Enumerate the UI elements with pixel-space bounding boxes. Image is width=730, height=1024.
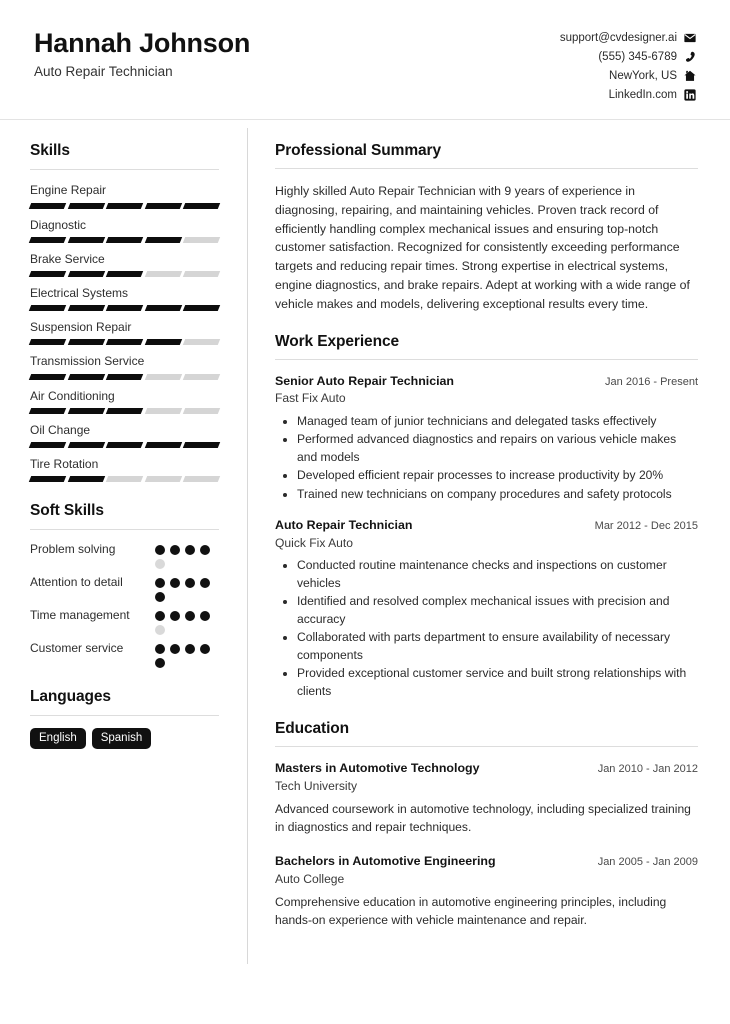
contact-list <box>560 26 696 103</box>
identity-block <box>34 26 250 80</box>
languages-rule <box>30 715 219 716</box>
level-dot <box>170 644 180 654</box>
soft-skills-heading: Soft Skills <box>30 502 104 520</box>
summary-heading: Professional Summary <box>275 142 441 160</box>
skills-rule <box>30 169 219 170</box>
education-entry-dates: Jan 2005 - Jan 2009 <box>597 856 698 869</box>
bar-segment <box>145 203 182 209</box>
resume-body <box>0 120 730 1024</box>
resume-header <box>0 0 730 120</box>
bar-segment <box>106 271 143 277</box>
soft-skill-item <box>30 641 219 668</box>
skill-item <box>30 422 219 448</box>
bar-segment <box>106 237 143 243</box>
bar-segment <box>183 408 220 414</box>
bar-segment <box>145 271 182 277</box>
summary-rule <box>275 168 698 169</box>
level-dot <box>200 644 210 654</box>
main-content <box>248 120 730 1024</box>
skill-name: Air Conditioning <box>30 388 115 403</box>
level-dot <box>155 559 165 569</box>
bar-segment <box>145 408 182 414</box>
section-professional-summary <box>275 142 698 313</box>
work-entry-bullet: • Developed efficient repair processes to increase productivity by 20% <box>297 467 698 485</box>
skill-level-bar <box>30 203 219 209</box>
skill-level-bar <box>30 271 219 277</box>
soft-skills-list <box>30 542 219 668</box>
bar-segment <box>106 305 143 311</box>
skill-item <box>30 285 219 311</box>
phone-icon <box>684 51 696 63</box>
skill-item <box>30 388 219 414</box>
bar-segment <box>67 442 104 448</box>
work-entry-role: Auto Repair Technician <box>275 518 413 533</box>
bar-segment <box>106 408 143 414</box>
bar-segment <box>29 339 66 345</box>
soft-skill-item <box>30 575 219 602</box>
level-dot <box>155 625 165 635</box>
bar-segment <box>106 203 143 209</box>
bar-segment <box>183 271 220 277</box>
level-dot <box>155 644 165 654</box>
education-entry-header <box>275 760 698 776</box>
skill-name: Engine Repair <box>30 183 107 198</box>
work-entry-dates: Jan 2016 - Present <box>605 376 698 389</box>
bar-segment <box>183 339 220 345</box>
level-dot <box>155 578 165 588</box>
bar-segment <box>67 339 104 345</box>
work-entry-company: Quick Fix Auto <box>275 535 353 550</box>
bar-segment <box>29 237 66 243</box>
work-experience-heading: Work Experience <box>275 333 399 351</box>
level-dot <box>155 611 165 621</box>
education-entry-description: Comprehensive education in automotive engineering principles, including hands-on experience with vehicle maintenance and repair. <box>275 894 667 927</box>
work-entry-bullet: • Conducted routine maintenance checks and inspections on customer vehicles <box>297 557 698 592</box>
skill-item <box>30 319 219 345</box>
level-dot <box>185 545 195 555</box>
skill-name: Electrical Systems <box>30 285 129 300</box>
level-dot <box>200 611 210 621</box>
work-entry-bullet: • Collaborated with parts department to ensure availability of necessary components <box>297 629 698 664</box>
contact-email-text: support@cvdesigner.ai <box>559 32 677 44</box>
skill-level-bar <box>30 305 219 311</box>
education-rule <box>275 746 698 747</box>
contact-item-email[interactable] <box>560 30 696 46</box>
candidate-name: Hannah Johnson <box>34 28 251 58</box>
level-dot <box>200 545 210 555</box>
linkedin-icon <box>684 89 696 101</box>
work-experience-rule <box>275 359 698 360</box>
contact-location-text: NewYork, US <box>609 70 677 83</box>
skills-heading: Skills <box>30 142 70 160</box>
education-entry-degree: Bachelors in Automotive Engineering <box>275 854 496 869</box>
envelope-icon <box>684 32 696 44</box>
bar-segment <box>145 339 182 345</box>
candidate-job-title: Auto Repair Technician <box>34 64 173 80</box>
work-entry-header <box>275 373 698 389</box>
bar-segment <box>29 442 66 448</box>
skill-level-bar <box>30 339 219 345</box>
soft-skill-level-dots <box>155 575 219 602</box>
work-entry-bullet: • Provided exceptional customer service and built strong relationships with clients <box>297 665 698 700</box>
bar-segment <box>145 442 182 448</box>
bar-segment <box>145 237 182 243</box>
section-skills <box>30 142 219 482</box>
skill-level-bar <box>30 408 219 414</box>
language-tag: English <box>30 728 86 749</box>
level-dot <box>155 545 165 555</box>
contact-item-phone[interactable] <box>598 49 696 65</box>
skill-level-bar <box>30 476 219 482</box>
section-languages <box>30 688 219 749</box>
skill-item <box>30 182 219 208</box>
skill-item <box>30 353 219 379</box>
section-education <box>275 720 698 929</box>
bar-segment <box>29 305 66 311</box>
skill-item <box>30 251 219 277</box>
bar-segment <box>106 442 143 448</box>
summary-text: Highly skilled Auto Repair Technician with 9 years of experience in diagnosing, repairing, and maintaining vehicles. Proven track record of efficiently handling complex mechanical issues and ensuring top-notch customer satisfaction. Recognized for consistently exceeding performance targets and reducing repair times. Strong expertise in electrical systems, engine diagnostics, and brake repairs. Adept at working with a wide range of vehicle makes and models, delivering exceptional results every time. <box>275 184 690 311</box>
contact-item-linkedin[interactable] <box>609 87 696 103</box>
education-entry <box>275 853 698 929</box>
skill-level-bar <box>30 374 219 380</box>
level-dot <box>185 644 195 654</box>
level-dot <box>170 578 180 588</box>
level-dot <box>185 578 195 588</box>
level-dot <box>170 545 180 555</box>
work-entry-bullet: • Identified and resolved complex mechanical issues with precision and accuracy <box>297 593 698 628</box>
work-entry-bullet: • Managed team of junior technicians and delegated tasks effectively <box>297 413 698 431</box>
skill-level-bar <box>30 442 219 448</box>
soft-skill-item <box>30 542 219 569</box>
bar-segment <box>106 476 143 482</box>
education-entry-degree: Masters in Automotive Technology <box>275 761 480 776</box>
skill-name: Suspension Repair <box>30 320 132 335</box>
home-icon <box>684 70 696 82</box>
education-entry-description: Advanced coursework in automotive technology, including specialized training in diagnostics and repair techniques. <box>275 801 691 834</box>
level-dot <box>155 658 165 668</box>
bar-segment <box>29 203 66 209</box>
soft-skill-name: Attention to detail <box>30 575 123 590</box>
bar-segment <box>29 374 66 380</box>
soft-skill-name: Customer service <box>30 641 124 656</box>
work-entry-bullet: • Trained new technicians on company procedures and safety protocols <box>297 486 698 504</box>
level-dot <box>155 592 165 602</box>
bar-segment <box>183 305 220 311</box>
section-soft-skills <box>30 502 219 668</box>
language-tag: Spanish <box>92 728 152 749</box>
work-entry-role: Senior Auto Repair Technician <box>275 374 455 389</box>
bar-segment <box>106 339 143 345</box>
contact-linkedin-text: LinkedIn.com <box>608 89 677 102</box>
contact-item-location[interactable] <box>609 68 696 84</box>
bar-segment <box>67 476 104 482</box>
bar-segment <box>67 237 104 243</box>
bar-segment <box>145 305 182 311</box>
education-entry <box>275 760 698 836</box>
level-dot <box>170 611 180 621</box>
work-entry-bullets <box>275 557 698 700</box>
skill-item <box>30 217 219 243</box>
soft-skill-name: Problem solving <box>30 542 116 557</box>
bar-segment <box>145 476 182 482</box>
languages-heading: Languages <box>30 688 111 706</box>
bar-segment <box>67 203 104 209</box>
skill-name: Transmission Service <box>30 354 145 369</box>
skill-name: Diagnostic <box>30 217 87 232</box>
work-entry <box>275 373 698 503</box>
sidebar <box>0 120 247 1024</box>
bar-segment <box>106 374 143 380</box>
soft-skill-level-dots <box>155 608 219 635</box>
bar-segment <box>67 305 104 311</box>
bar-segment <box>67 374 104 380</box>
work-experience-list <box>275 373 698 700</box>
work-entry-dates: Mar 2012 - Dec 2015 <box>594 520 698 533</box>
work-entry-company: Fast Fix Auto <box>275 391 346 406</box>
soft-skills-rule <box>30 529 219 530</box>
skill-level-bar <box>30 237 219 243</box>
bar-segment <box>29 408 66 414</box>
bar-segment <box>67 408 104 414</box>
level-dot <box>185 611 195 621</box>
work-entry-bullet: • Performed advanced diagnostics and repairs on various vehicle makes and models <box>297 431 698 466</box>
contact-phone-text: (555) 345-6789 <box>598 51 677 64</box>
bar-segment <box>183 476 220 482</box>
work-entry-header <box>275 517 698 533</box>
bar-segment <box>29 476 66 482</box>
bar-segment <box>67 271 104 277</box>
work-entry <box>275 517 698 700</box>
soft-skill-level-dots <box>155 542 219 569</box>
bar-segment <box>183 237 220 243</box>
languages-list <box>30 728 219 749</box>
soft-skill-level-dots <box>155 641 219 668</box>
education-entry-dates: Jan 2010 - Jan 2012 <box>597 763 698 776</box>
bar-segment <box>29 271 66 277</box>
work-entry-bullets <box>275 413 698 504</box>
education-entry-header <box>275 853 698 869</box>
education-entry-school: Tech University <box>275 778 357 793</box>
bar-segment <box>183 374 220 380</box>
level-dot <box>200 578 210 588</box>
education-heading: Education <box>275 720 350 738</box>
education-list <box>275 760 698 929</box>
soft-skill-name: Time management <box>30 608 130 623</box>
soft-skill-item <box>30 608 219 635</box>
skills-list <box>30 182 219 482</box>
bar-segment <box>183 203 220 209</box>
bar-segment <box>145 374 182 380</box>
skill-name: Tire Rotation <box>30 456 99 471</box>
education-entry-school: Auto College <box>275 871 345 886</box>
bar-segment <box>183 442 220 448</box>
skill-item <box>30 456 219 482</box>
skill-name: Brake Service <box>30 251 105 266</box>
section-work-experience <box>275 333 698 700</box>
skill-name: Oil Change <box>30 422 91 437</box>
